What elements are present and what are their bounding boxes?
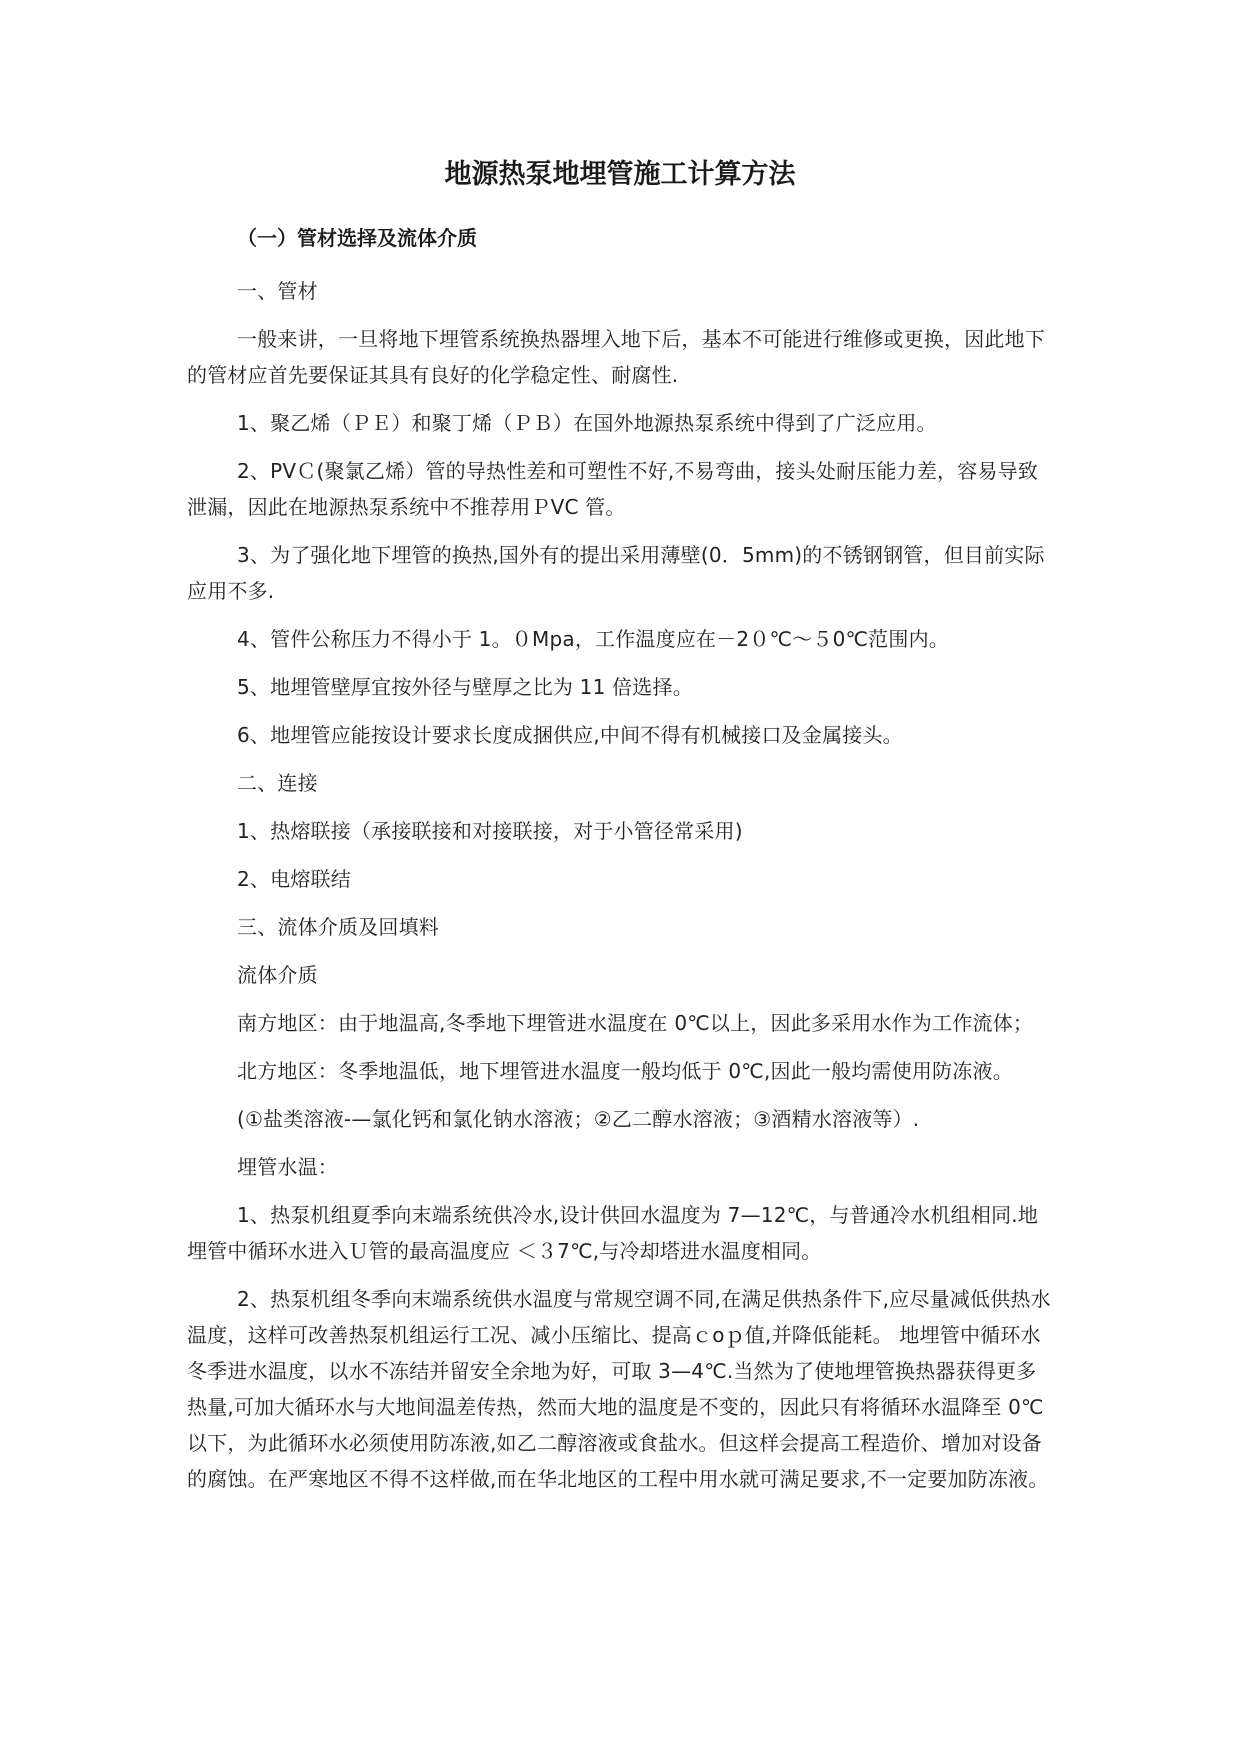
paragraph-stainless-steel: 3、为了强化地下埋管的换热,国外有的提出采用薄壁(0．5mm)的不锈钢钢管，但目前实际应用不多. <box>187 543 1045 603</box>
paragraph-supply-length: 6、地埋管应能按设计要求长度成捆供应,中间不得有机械接口及金属接头。 <box>237 723 903 747</box>
paragraph-connection-heading: 二、连接 <box>237 771 318 795</box>
paragraph-fluid-medium: 流体介质 <box>237 963 318 987</box>
paragraph-pipe-material-heading: 一、管材 <box>237 279 318 303</box>
paragraph-south-region: 南方地区：由于地温高,冬季地下埋管进水温度在 0℃以上，因此多采用水作为工作流体； <box>237 1011 1034 1035</box>
paragraph-pvc: 2、PVＣ(聚氯乙烯）管的导热性差和可塑性不好,不易弯曲，接头处耐压能力差，容易导致泄漏，因此在地源热泵系统中不推荐用ＰVC 管。 <box>187 459 1039 519</box>
paragraph-electrofusion: 2、电熔联结 <box>237 867 351 891</box>
document-title: 地源热泵地埋管施工计算方法 <box>444 159 796 190</box>
paragraph-pressure-rating: 4、管件公称压力不得小于 1。０Mpa，工作温度应在－2０℃～５0℃范围内。 <box>237 627 949 651</box>
paragraph-summer-supply: 1、热泵机组夏季向末端系统供冷水,设计供回水温度为 7—12℃，与普通冷水机组相同.地埋管中循环水进入Ｕ管的最高温度应 ＜３7℃,与冷却塔进水温度相同。 <box>187 1203 1039 1263</box>
document-page <box>187 155 1053 1509</box>
paragraph-winter-supply: 2、热泵机组冬季向末端系统供水温度与常规空调不同,在满足供热条件下,应尽量减低供热水温度，这样可改善热泵机组运行工况、减小压缩比、提高ｃoｐ值,并降低能耗。 地埋管中循环水冬季进水温度，以水不冻结并留安全余地为好，可取 3—4℃.当然为了使地埋管换热器获得更多热量,可加大循环水与大地间温差传热，然而大地的温度是不变的，因此只有将循环水温降至 0℃以下，为此循环水必须使用防冻液,如乙二醇溶液或食盐水。但这样会提高工程造价、增加对设备的腐蚀。在严寒地区不得不这样做,而在华北地区的工程中用水就可满足要求,不一定要加防冻液。 <box>187 1287 1051 1491</box>
paragraph-north-region: 北方地区：冬季地温低，地下埋管进水温度一般均低于 0℃,因此一般均需使用防冻液。 <box>237 1059 1013 1083</box>
paragraph-water-temp-heading: 埋管水温： <box>237 1155 338 1179</box>
paragraph-hot-melt: 1、热熔联接（承接联接和对接联接，对于小管径常采用) <box>237 819 743 843</box>
section-heading: （一）管材选择及流体介质 <box>237 226 477 250</box>
paragraph-pipe-intro: 一般来讲，一旦将地下埋管系统换热器埋入地下后，基本不可能进行维修或更换，因此地下的管材应首先要保证其具有良好的化学稳定性、耐腐性. <box>187 327 1045 387</box>
paragraph-antifreeze-types: (①盐类溶液-—氯化钙和氯化钠水溶液；②乙二醇水溶液；③酒精水溶液等）. <box>237 1107 920 1131</box>
paragraph-fluid-backfill-heading: 三、流体介质及回填料 <box>237 915 439 939</box>
paragraph-wall-thickness: 5、地埋管壁厚宜按外径与壁厚之比为 11 倍选择。 <box>237 675 693 699</box>
paragraph-pe-pb: 1、聚乙烯（ＰＥ）和聚丁烯（ＰＢ）在国外地源热泵系统中得到了广泛应用。 <box>237 411 937 435</box>
